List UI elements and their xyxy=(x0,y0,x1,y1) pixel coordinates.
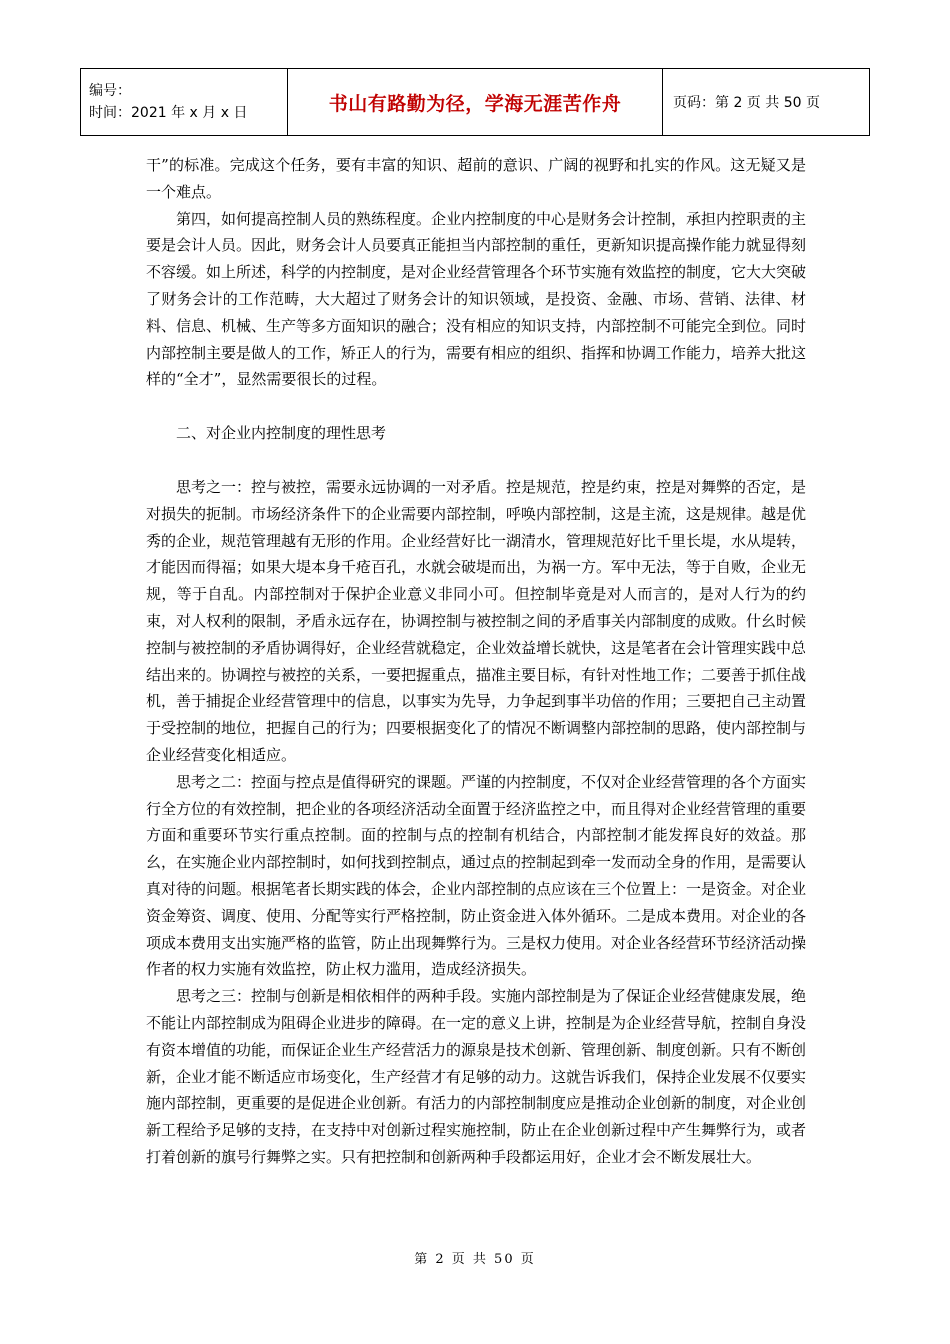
paragraph-thought-three: 思考之三：控制与创新是相依相伴的两种手段。实施内部控制是为了保证企业经营健康发展，绝不能让内部控制成为阻碍企业进步的障碍。在一定的意义上讲，控制是为企业经营导航，控制自身没有资本增值的功能，而保证企业生产经营活力的源泉是技术创新、管理创新、制度创新。只有不断创新，企业才能不断适应市场变化，生产经营才有足够的动力。这就告诉我们，保持企业发展不仅要实施内部控制，更重要的是促进企业创新。有活力的内部控制制度应是推动企业创新的制度，对企业创新工程给予足够的支持，在支持中对创新过程实施控制，防止在企业创新过程中产生舞弊行为，或者打着创新的旗号行舞弊之实。只有把控制和创新两种手段都运用好，企业才会不断发展壮大。 xyxy=(146,987,807,1166)
page-footer: 第 2 页 共 50 页 xyxy=(414,1252,536,1267)
paragraph-fourth: 第四，如何提高控制人员的熟练程度。企业内控制度的中心是财务会计控制，承担内控职责的主要是会计人员。因此，财务会计人员要真正能担当内部控制的重任，更新知识提高操作能力就显得刻不容缓。如上所述，科学的内控制度，是对企业经营管理各个环节实施有效监控的制度，它大大突破了财务会计的工作范畴，大大超过了财务会计的知识领域，是投资、金融、市场、营销、法律、材料、信息、机械、生产等多方面知识的融合；没有相应的知识支持，内部控制不可能完全到位。同时内部控制主要是做人的工作，矫正人的行为，需要有相应的组织、指挥和协调工作能力，培养大批这样的“全才”，显然需要很长的过程。 xyxy=(146,209,807,389)
paragraph-continuation: 干”的标准。完成这个任务，要有丰富的知识、超前的意识、广阔的视野和扎实的作风。这无疑又是一个难点。 xyxy=(146,156,806,201)
section-heading: 二、对企业内控制度的理性思考 xyxy=(176,424,387,443)
header-page-label: 页码：第 2 页 共 50 页 xyxy=(663,69,870,136)
document-header xyxy=(80,68,870,136)
number-label: 编号： xyxy=(89,83,131,99)
header-meta-cell xyxy=(81,69,288,136)
time-label: 时间：2021 年 x 月 x 日 xyxy=(89,105,248,121)
paragraph-thought-one: 思考之一：控与被控，需要永远协调的一对矛盾。控是规范，控是约束，控是对舞弊的否定，是对损失的扼制。市场经济条件下的企业需要内部控制，呼唤内部控制，这是主流，这是规律。越是优秀的企业，规范管理越有无形的作用。企业经营好比一湖清水，管理规范好比千里长堤，水从堤转，才能因而得福；如果大堤本身千疮百孔，水就会破堤而出，为祸一方。军中无法，等于自败，企业无规，等于自乱。内部控制对于保护企业意义非同小可。但控制毕竟是对人而言的，是对人行为的约束，对人权利的限制，矛盾永远存在，协调控制与被控制之间的矛盾事关内部制度的成败。什幺时候控制与被控制的矛盾协调得好，企业经营就稳定，企业效益增长就快，这是笔者在会计管理实践中总结出来的。协调控与被控的关系，一要把握重点，描准主要目标，有针对性地工作；二要善于抓住战机，善于捕捉企业经营管理中的信息，以事实为先导，力争起到事半功倍的作用；三要把自己主动置于受控制的地位，把握自己的行为；四要根据变化了的情况不断调整内部控制的思路，使内部控制与企业经营变化相适应。 xyxy=(146,477,807,764)
paragraph-thought-two: 思考之二：控面与控点是值得研究的课题。严谨的内控制度，不仅对企业经营管理的各个方面实行全方位的有效控制，把企业的各项经济活动全面置于经济监控之中，而且得对企业经营管理的重要方面和重要环节实行重点控制。面的控制与点的控制有机结合，内部控制才能发挥良好的效益。那幺，在实施企业内部控制时，如何找到控制点，通过点的控制起到牵一发而动全身的作用，是需要认真对待的问题。根据笔者长期实践的体会，企业内部控制的点应该在三个位置上：一是资金。对企业资金筹资、调度、使用、分配等实行严格控制，防止资金进入体外循环。二是成本费用。对企业的各项成本费用支出实施严格的监管，防止出现舞弊行为。三是权力使用。对企业各经营环节经济活动操作者的权力实施有效监控，防止权力滥用，造成经济损失。 xyxy=(146,772,807,979)
header-motto: 书山有路勤为径，学海无涯苦作舟 xyxy=(288,69,663,136)
document-body xyxy=(146,152,806,1171)
